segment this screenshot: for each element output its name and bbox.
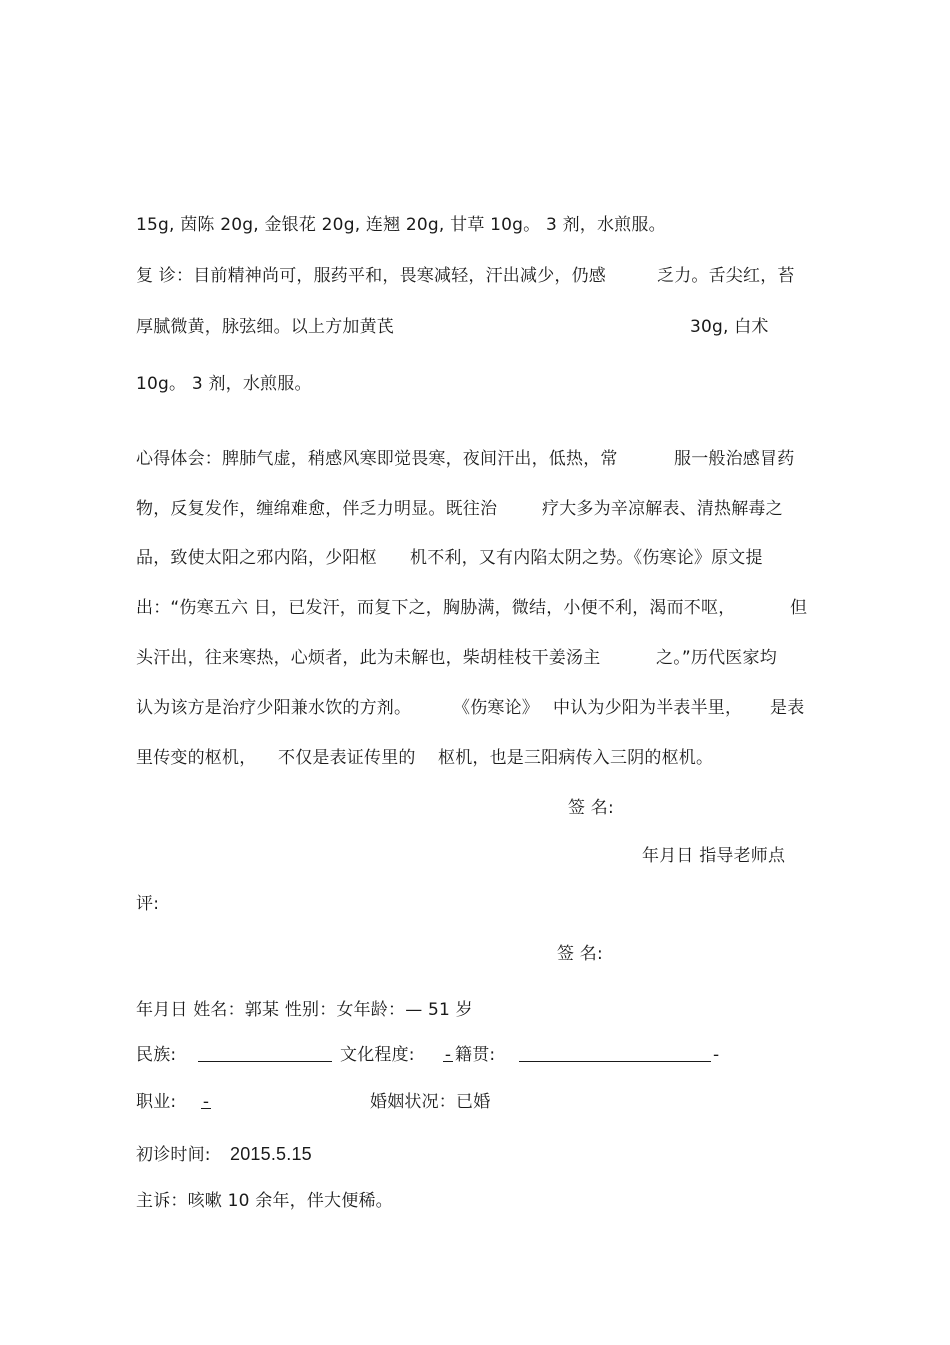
reflection-line-4a: 出：“伤寒五六 日，已发汗，而复下之，胸胁满，微结，小便不利，渴而不呕， xyxy=(136,598,736,618)
reflection-line-1a: 心得体会：脾肺气虚，稍感风寒即觉畏寒，夜间汗出，低热，常 xyxy=(136,449,618,469)
ethnicity-blank xyxy=(198,1043,332,1069)
followup-line-2b: 30g, 白术 xyxy=(690,317,769,337)
followup-line-2a: 厚腻微黄，脉弦细。以上方加黄芪 xyxy=(136,317,394,337)
occupation-value-text: - xyxy=(202,1092,210,1112)
reflection-line-6a: 认为该方是治疗少阳兼水饮的方剂。 xyxy=(136,698,412,718)
reflection-line-7c: 枢机，也是三阳病传入三阴的枢机。 xyxy=(438,748,714,768)
signature-label-2: 签 名: xyxy=(557,944,603,964)
native-blank xyxy=(519,1043,711,1069)
reflection-line-2b: 疗大多为辛凉解表、清热解毒之 xyxy=(542,499,783,519)
reflection-line-6d: 是表 xyxy=(770,698,805,718)
occupation-value xyxy=(201,1090,211,1114)
followup-line-3: 10g。 3 剂，水煎服。 xyxy=(136,374,312,394)
date-teacher-line: 年月日 指导老师点 xyxy=(642,846,786,866)
ethnicity-underline xyxy=(198,1043,332,1062)
occupation-label: 职业: xyxy=(136,1092,177,1112)
reflection-line-3b: 机不利，又有内陷太阴之势。《伤寒论》原文提 xyxy=(410,548,763,568)
reflection-line-6b: 《伤寒论》 xyxy=(453,698,539,718)
education-value xyxy=(443,1043,453,1067)
visit-time-label: 初诊时间: xyxy=(136,1145,211,1165)
education-value-text: - xyxy=(444,1045,452,1065)
marital-status: 婚姻状况：已婚 xyxy=(370,1092,491,1112)
native-underline xyxy=(519,1043,711,1062)
reflection-line-2a: 物，反复发作，缠绵难愈，伴乏力明显。既往治 xyxy=(136,499,498,519)
signature-label-1: 签 名: xyxy=(568,798,614,818)
native-value: - xyxy=(713,1045,720,1065)
reflection-line-6c: 中认为少阳为半表半里， xyxy=(553,698,743,718)
education-label: 文化程度: xyxy=(340,1045,415,1065)
comment-label: 评: xyxy=(136,894,160,914)
followup-line-1a: 复 诊：目前精神尚可，服药平和，畏寒减轻，汗出减少，仍感 xyxy=(136,266,607,286)
reflection-line-5b: 之。”历代医家均 xyxy=(656,648,777,668)
patient-info-line: 年月日 姓名：郭某 性别：女年龄：— 51 岁 xyxy=(136,1000,473,1020)
reflection-line-5a: 头汗出，往来寒热，心烦者，此为未解也，柴胡桂枝干姜汤主 xyxy=(136,648,601,668)
reflection-line-7b: 不仅是表证传里的 xyxy=(278,748,416,768)
ethnicity-label: 民族: xyxy=(136,1045,177,1065)
visit-time-value: 2015.5.15 xyxy=(230,1144,312,1164)
reflection-line-4b: 但 xyxy=(790,598,808,618)
followup-line-1b: 乏力。舌尖红，苔 xyxy=(657,266,795,286)
reflection-line-1b: 服一般治感冒药 xyxy=(674,449,795,469)
reflection-line-7a: 里传变的枢机， xyxy=(136,748,257,768)
chief-complaint: 主诉：咳嗽 10 余年，伴大便稀。 xyxy=(136,1191,393,1211)
native-label: 籍贯: xyxy=(455,1045,496,1065)
reflection-line-3a: 品，致使太阳之邪内陷，少阳枢 xyxy=(136,548,377,568)
prescription-line: 15g, 茵陈 20g, 金银花 20g, 连翘 20g, 甘草 10g。 3 剂，水煎服。 xyxy=(136,215,666,235)
